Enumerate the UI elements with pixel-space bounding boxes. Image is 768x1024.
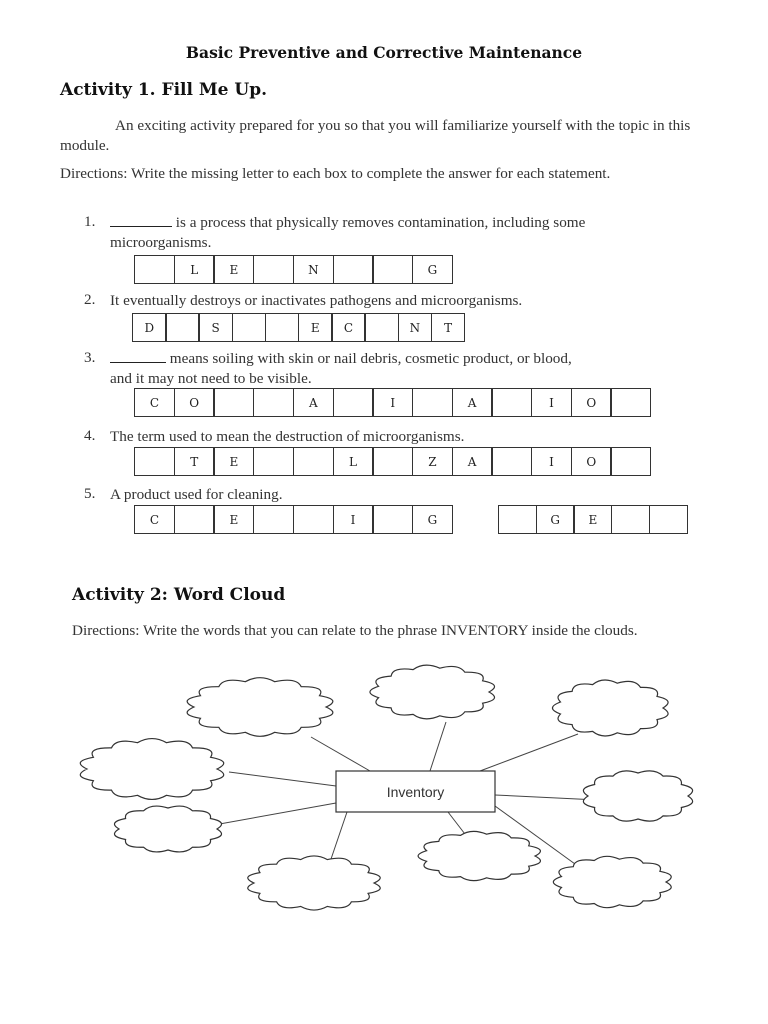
letter-box-filled: L — [174, 255, 215, 284]
letter-box-filled: L — [333, 447, 374, 476]
item-4-number: 4. — [84, 427, 96, 444]
word-cloud[interactable] — [248, 856, 380, 910]
letter-box-filled: T — [174, 447, 215, 476]
connector-line — [229, 772, 336, 786]
item-2-line1: It eventually destroys or inactivates pathogens and microorganisms. — [110, 292, 523, 309]
letter-box-filled: G — [412, 505, 453, 534]
letter-box-filled: E — [573, 505, 612, 534]
activity1-heading: Activity 1. Fill Me Up. — [60, 80, 268, 100]
letter-box-filled: I — [333, 505, 374, 534]
inventory-label: Inventory — [386, 783, 445, 800]
connector-line — [430, 722, 446, 771]
word-cloud[interactable] — [552, 680, 668, 736]
letter-box-filled: C — [134, 388, 175, 417]
letter-box-filled: O — [571, 447, 612, 476]
connector-line — [330, 812, 347, 862]
item-4-line1: The term used to mean the destruction of microorganisms. — [110, 428, 465, 445]
letter-box-filled: S — [198, 313, 233, 342]
letter-box-filled: A — [452, 388, 493, 417]
item-1-line1: is a process that physically removes contamination, including some — [172, 214, 586, 231]
letter-box-filled: I — [531, 447, 572, 476]
activity2-directions: Directions: Write the words that you can relate to the phrase INVENTORY inside the clouds. — [72, 622, 638, 639]
connector-line — [214, 803, 336, 825]
letter-box-filled: G — [412, 255, 453, 284]
letter-box-filled: E — [298, 313, 333, 342]
letter-box-filled: D — [132, 313, 167, 342]
word-cloud[interactable] — [370, 665, 495, 719]
letter-box-filled: C — [134, 505, 175, 534]
letter-box-filled: Z — [412, 447, 453, 476]
letter-box-filled: C — [331, 313, 366, 342]
letter-box-filled: I — [372, 388, 413, 417]
word-cloud[interactable] — [114, 806, 221, 852]
letter-box-filled: E — [213, 255, 254, 284]
activity2-heading: Activity 2: Word Cloud — [72, 585, 286, 605]
letter-box-filled: O — [571, 388, 612, 417]
page-title: Basic Preventive and Corrective Maintenance — [185, 43, 583, 62]
letter-box-filled: A — [452, 447, 493, 476]
item-1-line2: microorganisms. — [110, 234, 212, 251]
letter-box-filled: T — [431, 313, 466, 342]
activity1-directions: Directions: Write the missing letter to each box to complete the answer for each statement. — [60, 165, 611, 182]
word-cloud[interactable] — [80, 739, 223, 800]
item-3-line2: and it may not need to be visible. — [110, 370, 312, 387]
item-2-number: 2. — [84, 291, 96, 308]
word-cloud[interactable] — [553, 856, 671, 907]
letter-box-filled: N — [293, 255, 334, 284]
connector-line — [480, 734, 578, 771]
letter-box-filled: A — [293, 388, 334, 417]
item-3-line1: means soiling with skin or nail debris, cosmetic product, or blood, — [166, 350, 572, 367]
item-5-number: 5. — [84, 485, 96, 502]
letter-box-filled: O — [174, 388, 215, 417]
item-1-number: 1. — [84, 213, 96, 230]
letter-box-filled: N — [398, 313, 433, 342]
letter-box-filled: E — [213, 505, 254, 534]
item-5-line1: A product used for cleaning. — [110, 486, 283, 503]
word-cloud[interactable] — [187, 678, 333, 737]
activity1-intro: An exciting activity prepared for you so that you will familiarize yourself with the topic in this module. — [60, 117, 691, 154]
item-3-number: 3. — [84, 349, 96, 366]
letter-box-filled: G — [536, 505, 575, 534]
connector-line — [311, 737, 370, 771]
letter-box-filled: E — [213, 447, 254, 476]
word-cloud[interactable] — [583, 771, 692, 821]
word-cloud[interactable] — [418, 831, 540, 880]
connector-line — [495, 795, 598, 800]
letter-box-filled: I — [531, 388, 572, 417]
